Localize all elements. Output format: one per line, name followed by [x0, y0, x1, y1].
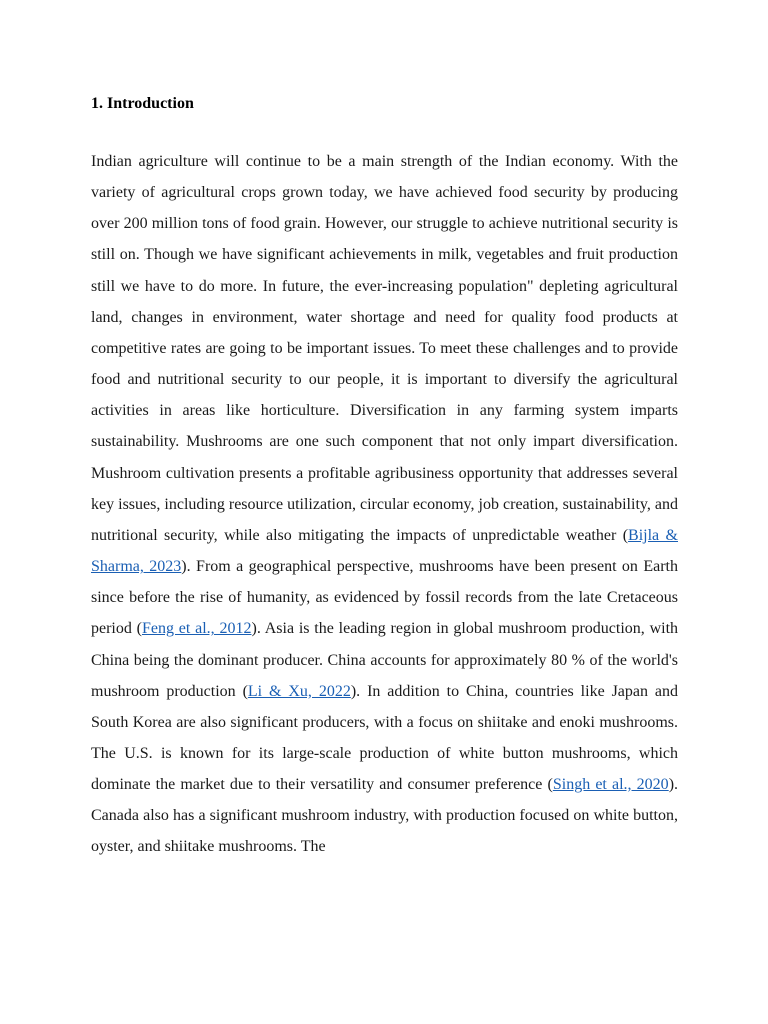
introduction-paragraph — [91, 146, 678, 926]
section-heading: 1. Introduction — [91, 95, 194, 112]
citation-link-li-xu[interactable]: Li & Xu, 2022 — [247, 682, 351, 700]
paragraph-text-5: ). Canada also has a significant mushroom industry, with production focused on white button, oyster, and shiitake mushrooms. The — [91, 776, 678, 856]
citation-link-feng[interactable]: Feng et al., 2012 — [142, 620, 252, 638]
paragraph-text-3: ). Asia is the leading region in global mushroom production, with China being the dominant producer. China accounts for approximately 80 % of the world's mushroom production ( — [91, 620, 678, 700]
paragraph-text-2: ). From a geographical perspective, mushrooms have been present on Earth since before the rise of humanity, as evidenced by fossil records from the late Cretaceous period ( — [91, 558, 678, 638]
citation-link-singh[interactable]: Singh et al., 2020 — [552, 776, 669, 794]
paragraph-text-4: ). In addition to China, countries like Japan and South Korea are also significant producers, with a focus on shiitake and enoki mushrooms. The U.S. is known for its large-scale production of white button mushrooms, which dominate the market due to their versatility and consumer preference ( — [91, 682, 678, 794]
paragraph-text-1: Indian agriculture will continue to be a main strength of the Indian economy. With the variety of agricultural crops grown today, we have achieved food security by producing over 200 million tons of food grain. However, our struggle to achieve nutritional security is still on. Though we have significant achievements in milk, vegetables and fruit production still we have to do more. In future, the ever-increasing population" depleting agricultural land, changes in environment, water shortage and need for quality food products at competitive rates are going to be important issues. To meet these challenges and to provide food and nutritional security to our people, it is important to diversify the agricultural activities in areas like horticulture. Diversification in any farming system imparts sustainability. Mushrooms are one such component that not only impart diversification. Mushroom cultivation presents a profitable agribusiness opportunity that addresses several key issues, including resource utilization, circular economy, job creation, sustainability, and nutritional security, while also mitigating the impacts of unpredictable weather ( — [91, 153, 678, 544]
citation-link-bijla-sharma[interactable]: Bijla & Sharma, 2023 — [91, 526, 678, 576]
